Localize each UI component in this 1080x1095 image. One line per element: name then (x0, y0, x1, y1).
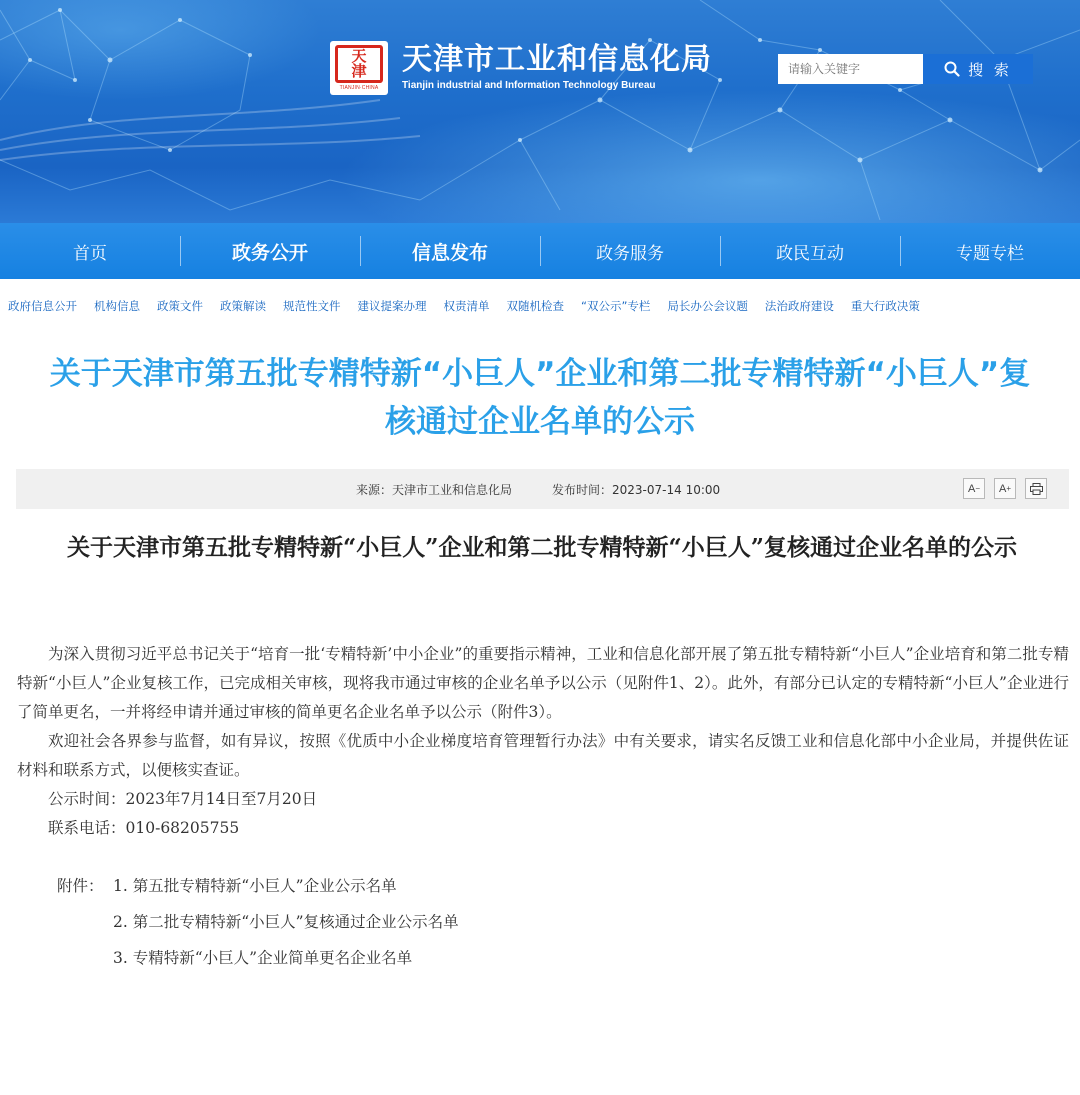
font-increase-icon: A (998, 482, 1007, 495)
header-banner (0, 0, 1080, 223)
subnav-item[interactable]: 局长办公会议题 (667, 299, 748, 313)
nav-government-affairs[interactable]: 政务公开 (180, 223, 360, 279)
subnav-item[interactable]: 法治政府建设 (764, 299, 834, 313)
font-decrease-icon: A (967, 482, 976, 495)
subnav-item[interactable]: 双随机检查 (506, 299, 564, 313)
subnav-item[interactable]: 机构信息 (94, 299, 140, 313)
printer-icon (1030, 483, 1043, 495)
article-paragraph: 为深入贯彻习近平总书记关于“培育一批‘专精特新’中小企业”的重要指示精神，工业和信息化部开展了第五批专精特新“小巨人”企业培育和第二批专精特新“小巨人”企业复核工作，已完成相关审核，现将我市通过审核的企业名单予以公示（见附件1、2）。此外，有部分已认定的专精特新“小巨人”企业进行了简单更名，一并将经申请并通过审核的简单更名企业名单予以公示（附件3）。 (17, 645, 1069, 721)
site-brand[interactable] (330, 40, 712, 96)
article-tools (963, 478, 1047, 499)
subnav-item[interactable]: 政府信息公开 (8, 299, 77, 313)
nav-special-topics[interactable]: 专题专栏 (900, 223, 1080, 279)
search-button-label: 搜 索 (968, 60, 1012, 79)
site-title-en: Tianjin industrial and Information Technology Bureau (402, 80, 656, 91)
font-increase-button[interactable]: A + (994, 478, 1016, 499)
subnav-item[interactable]: “双公示”专栏 (581, 299, 651, 313)
sub-nav (0, 294, 1080, 318)
site-title: 天津市工业和信息化局 (402, 42, 712, 77)
article-body (17, 640, 1069, 980)
subnav-item[interactable]: 权责清单 (443, 299, 490, 313)
tianjin-seal-logo: 天津 TIANJIN·CHINA (330, 41, 388, 95)
nav-government-services[interactable]: 政务服务 (540, 223, 720, 279)
network-background (0, 0, 1080, 223)
subnav-item[interactable]: 建议提案办理 (357, 299, 427, 313)
subnav-item[interactable]: 政策文件 (157, 299, 203, 313)
subnav-item[interactable]: 重大行政决策 (850, 299, 920, 313)
contact-phone: 联系电话：010-68205755 (48, 819, 240, 837)
subnav-item[interactable]: 规范性文件 (283, 299, 341, 313)
notice-time: 公示时间：2023年7月14日至7月20日 (48, 790, 318, 808)
search-button[interactable] (923, 54, 1033, 84)
document-title: 关于天津市第五批专精特新“小巨人”企业和第二批专精特新“小巨人”复核通过企业名单的公示 (67, 534, 1017, 561)
search-icon (944, 61, 960, 77)
article-source: 来源：天津市工业和信息化局 (356, 482, 513, 497)
attachment-link[interactable]: 1. 第五批专精特新“小巨人”企业公示名单 (113, 877, 397, 895)
main-nav (0, 223, 1080, 279)
article-paragraph: 欢迎社会各界参与监督，如有异议，按照《优质中小企业梯度培育管理暂行办法》中有关要求，请实名反馈工业和信息化部中小企业局，并提供佐证材料和联系方式，以便核实查证。 (17, 732, 1069, 779)
nav-public-interaction[interactable]: 政民互动 (720, 223, 900, 279)
subnav-item[interactable]: 政策解读 (220, 299, 266, 313)
attachments-label: 附件： (57, 877, 104, 895)
article-meta-bar (16, 469, 1069, 509)
search-box (778, 54, 1033, 84)
search-input[interactable] (778, 54, 923, 84)
attachment-link[interactable]: 2. 第二批专精特新“小巨人”复核通过企业公示名单 (113, 913, 459, 931)
print-button[interactable] (1025, 478, 1047, 499)
font-decrease-button[interactable]: A − (963, 478, 985, 499)
page-title: 关于天津市第五批专精特新“小巨人”企业和第二批专精特新“小巨人”复核通过企业名单的公示 (49, 356, 1031, 440)
attachment-link[interactable]: 3. 专精特新“小巨人”企业简单更名企业名单 (113, 949, 413, 967)
nav-information-release[interactable]: 信息发布 (360, 223, 540, 279)
article-publish-time: 发布时间：2023-07-14 10:00 (552, 482, 721, 497)
attachments (17, 872, 1069, 980)
nav-home[interactable]: 首页 (73, 243, 107, 264)
